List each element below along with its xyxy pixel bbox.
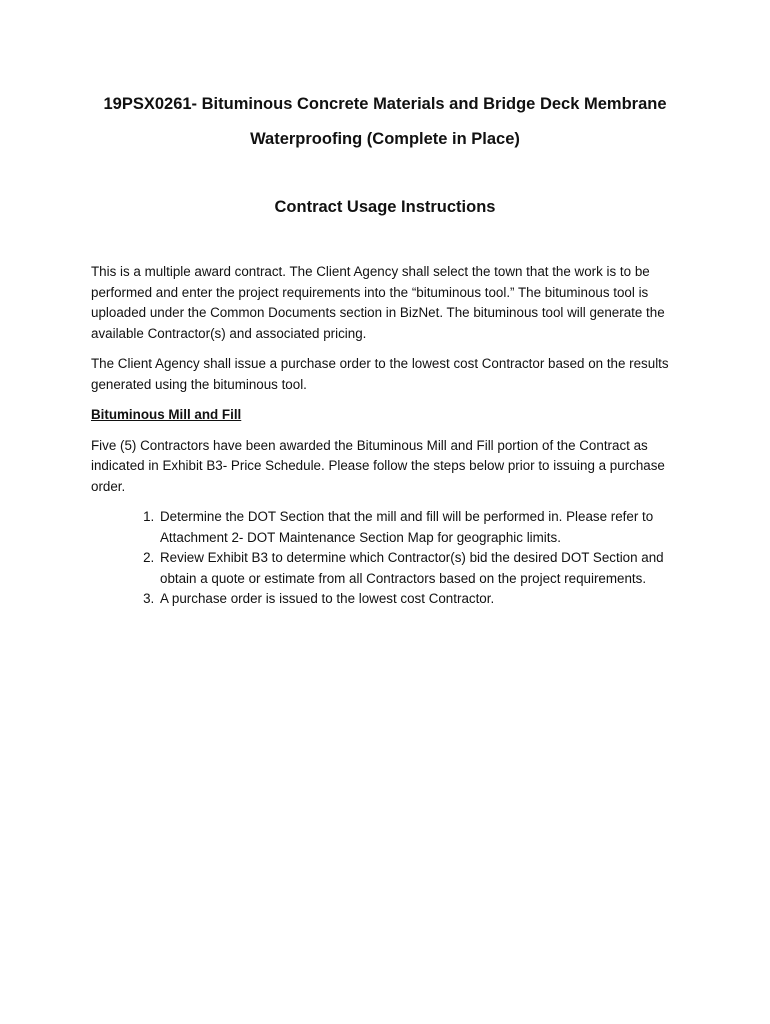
document-subtitle: Contract Usage Instructions (274, 198, 496, 216)
paragraph-intro: This is a multiple award contract. The Client Agency shall select the town that the work is to be performed and enter the project requirements into the “bituminous tool.” The bituminous tool is uploaded under the Common Documents section in BizNet. The bituminous tool will generate the available Contractor(s) and associated pricing. (91, 264, 665, 341)
paragraph-purchase-order: The Client Agency shall issue a purchase order to the lowest cost Contractor based on the results generated using the bituminous tool. (91, 356, 669, 392)
step-item: 1. Determine the DOT Section that the mill and fill will be performed in. Please refer to Attachment 2- DOT Maintenance Section Map for geographic limits. (158, 507, 691, 548)
section-heading-mill-and-fill: Bituminous Mill and Fill (91, 407, 242, 422)
step-item: 2. Review Exhibit B3 to determine which Contractor(s) bid the desired DOT Section and obtain a quote or estimate from all Contractors based on the project requirements. (158, 548, 691, 589)
document-title-line-2: Waterproofing (Complete in Place) (250, 130, 520, 148)
document-title-line-1: 19PSX0261- Bituminous Concrete Materials and Bridge Deck Membrane (103, 95, 667, 113)
steps-list (91, 507, 691, 610)
section-intro-paragraph: Five (5) Contractors have been awarded the Bituminous Mill and Fill portion of the Contract as indicated in Exhibit B3- Price Schedule. Please follow the steps below prior to issuing a purchase order. (91, 437, 665, 494)
document-body (91, 262, 691, 610)
step-item: 3. A purchase order is issued to the lowest cost Contractor. (158, 589, 691, 610)
